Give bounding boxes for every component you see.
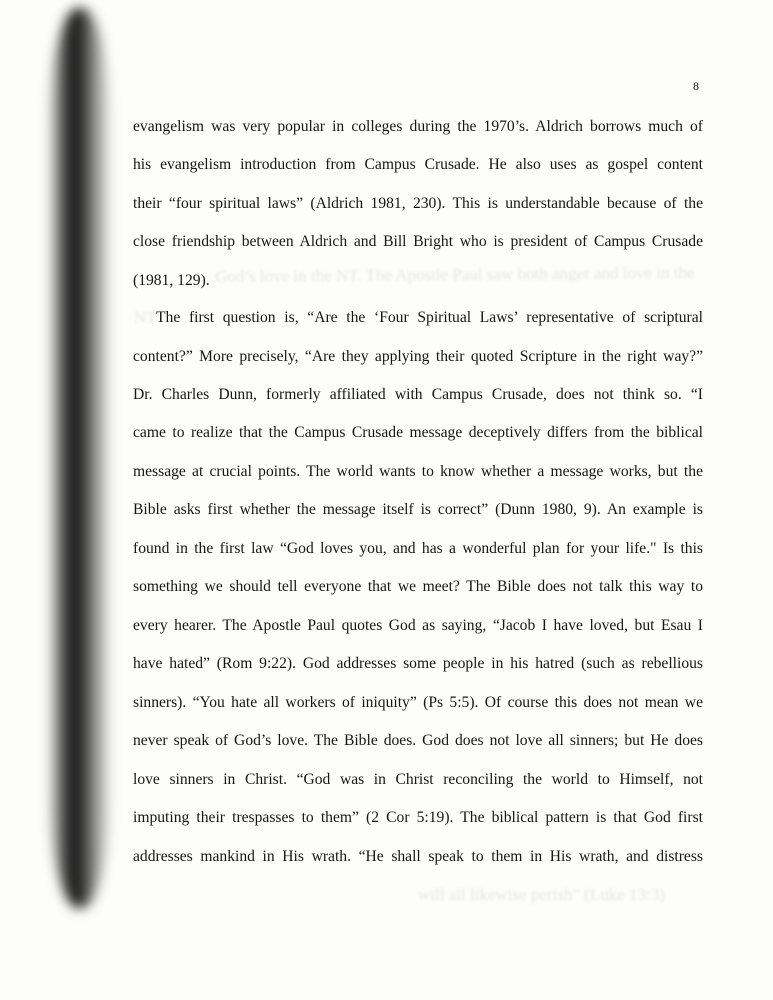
text-line: Dr. Charles Dunn, formerly affiliated with Campus Crusade, does not think so. “I <box>133 386 703 403</box>
bleed-through-nt: NT <box>134 308 157 327</box>
text-line: (1981, 129). <box>133 272 210 289</box>
text-line: content?” More precisely, “Are they applying their quoted Scripture in the right way?” <box>133 348 703 365</box>
text-line: message at crucial points. The world wants to know whether a message works, but the <box>133 463 703 480</box>
paragraph-start-line: The first question is, “Are the ‘Four Spiritual Laws’ representative of scriptural <box>156 309 703 326</box>
text-line: addresses mankind in His wrath. “He shall speak to them in His wrath, and distress <box>133 848 703 865</box>
text-line: found in the first law “God loves you, and has a wonderful plan for your life." Is this <box>133 540 703 557</box>
text-line: every hearer. The Apostle Paul quotes God as saying, “Jacob I have loved, but Esau I <box>133 617 703 634</box>
text-line: close friendship between Aldrich and Bill Bright who is president of Campus Crusade <box>133 233 703 250</box>
text-line: love sinners in Christ. “God was in Christ reconciling the world to Himself, not <box>133 771 703 788</box>
text-line: imputing their trespasses to them” (2 Cor 5:19). The biblical pattern is that God first <box>133 809 703 826</box>
text-line: evangelism was very popular in colleges during the 1970’s. Aldrich borrows much of <box>133 118 703 135</box>
text-line: their “four spiritual laws” (Aldrich 1981, 230). This is understandable because of the <box>133 195 703 212</box>
text-line: something we should tell everyone that we meet? The Bible does not talk this way to <box>133 578 703 595</box>
text-line: sinners). “You hate all workers of iniquity” (Ps 5:5). Of course this does not mean we <box>133 694 703 711</box>
text-line: his evangelism introduction from Campus Crusade. He also uses as gospel content <box>133 156 703 173</box>
text-line: came to realize that the Campus Crusade message deceptively differs from the biblical <box>133 424 703 441</box>
text-line: have hated” (Rom 9:22). God addresses some people in his hatred (such as rebellious <box>133 655 703 672</box>
bleed-through-bottom: will all likewise perish” (Luke 13:3) <box>418 885 665 904</box>
bleed-through-mid: God’s love in the NT. The Apostle Paul saw both anger and love in the <box>214 262 695 287</box>
page-number: 8 <box>693 79 699 93</box>
text-line: Bible asks first whether the message itself is correct” (Dunn 1980, 9). An example is <box>133 501 703 518</box>
text-line: never speak of God’s love. The Bible does. God does not love all sinners; but He does <box>133 732 703 749</box>
